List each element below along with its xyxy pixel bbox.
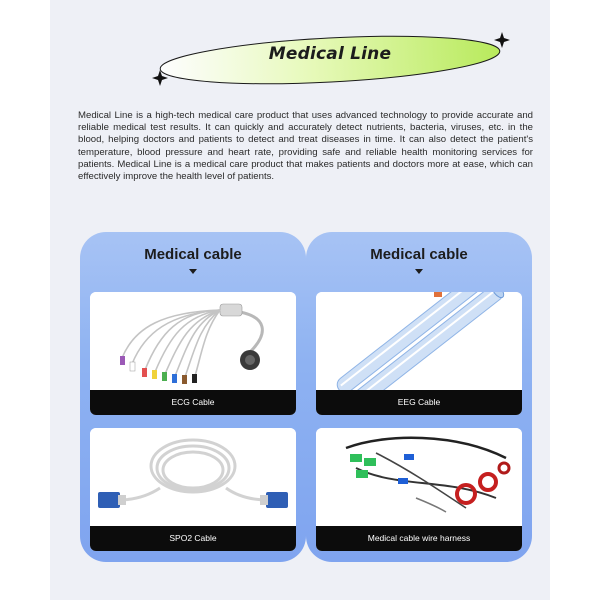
- title-banner: [140, 30, 520, 90]
- tile-caption: EEG Cable: [316, 390, 522, 415]
- eeg-cable-image: [316, 292, 522, 390]
- product-tile-ecg[interactable]: [90, 292, 296, 415]
- product-card-right: [306, 232, 532, 562]
- card-title: Medical cable: [144, 246, 242, 263]
- wire-harness-image: [316, 428, 522, 526]
- product-page: [50, 0, 550, 600]
- page-title: Medical Line: [268, 44, 392, 64]
- product-tile-eeg[interactable]: [316, 292, 522, 415]
- caret-down-icon: [415, 269, 423, 274]
- caret-down-icon: [189, 269, 197, 274]
- intro-paragraph: Medical Line is a high-tech medical care product that uses advanced technology to provide accurate and reliable medical test results. It can quickly and accurately detect nutrients, bacteria, viruses, etc. in the blood, helping doctors and patients to detect and treat diseases in time. It can also detect the patient's temperature, blood pressure and heart rate, providing safe and reliable health monitoring services for patients. Medical Line is a medical care product that makes patients and doctors more at ease, which can effectively improve the health level of patients.: [78, 110, 533, 183]
- ecg-cable-image: [90, 292, 296, 390]
- tile-caption: ECG Cable: [90, 390, 296, 415]
- product-tile-harness[interactable]: [316, 428, 522, 551]
- product-tile-spo2[interactable]: [90, 428, 296, 551]
- product-card-left: [80, 232, 306, 562]
- tile-caption: Medical cable wire harness: [316, 526, 522, 551]
- tile-caption: SPO2 Cable: [90, 526, 296, 551]
- card-title: Medical cable: [370, 246, 468, 263]
- spo2-cable-image: [90, 428, 296, 526]
